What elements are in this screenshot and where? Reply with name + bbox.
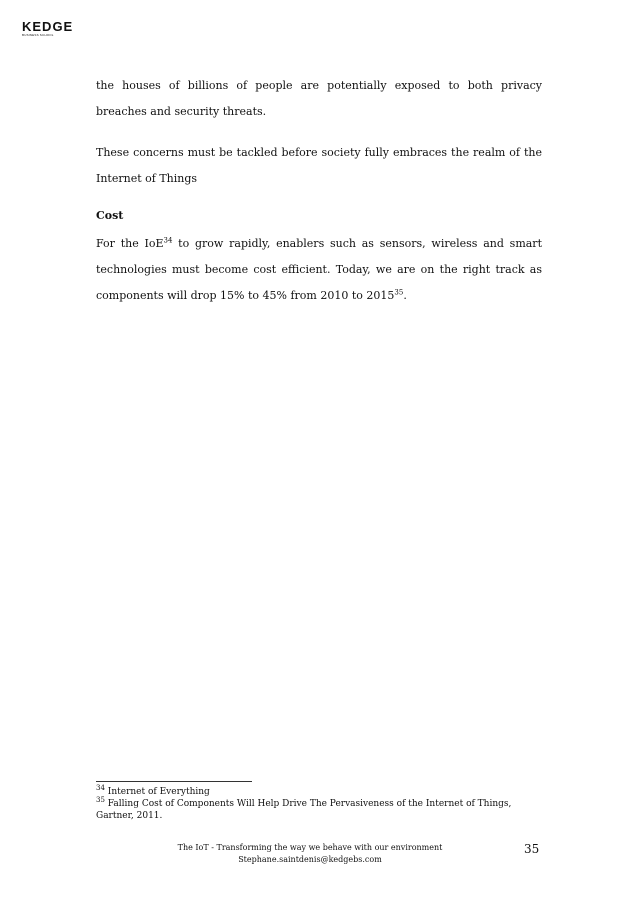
footnotes [96, 786, 546, 822]
footnote-number: 35 [96, 796, 105, 804]
footnote-divider [96, 781, 252, 782]
paragraph-concerns: These concerns must be tackled before society fully embraces the realm of the Internet of Things [96, 146, 542, 185]
footnote-text: Internet of Everything [104, 787, 210, 797]
footnote-text: Falling Cost of Components Will Help Drive The Pervasiveness of the Internet of Things, Gartner, 2011. [96, 799, 512, 821]
cost-text-c: . [403, 289, 407, 302]
page-footer [160, 842, 460, 866]
section-heading-cost: Cost [96, 209, 124, 222]
footnote-ref-35: 35 [394, 288, 404, 297]
logo-tagline: BUSINESS SCHOOL [22, 33, 54, 37]
footnote-ref-34: 34 [163, 236, 173, 245]
footer-title: The IoT - Transforming the way we behave with our environment [177, 843, 443, 852]
kedge-logo [22, 20, 76, 38]
paragraph-privacy: the houses of billions of people are potentially exposed to both privacy breaches and security threats. [96, 79, 542, 118]
footnote-number: 34 [96, 784, 105, 792]
footer-email: Stephane.saintdenis@kedgebs.com [238, 855, 382, 864]
logo-wordmark: KEDGE [22, 19, 74, 34]
cost-text-b: to grow rapidly, enablers such as sensors, wireless and smart technologies must become cost efficient. Today, we are on the right track as components will drop 15% to 45% from 2010 to 2015 [96, 237, 542, 302]
footnote-35 [96, 798, 546, 822]
footnote-34 [96, 786, 546, 798]
paragraph-cost [96, 231, 542, 309]
page-number: 35 [524, 842, 540, 856]
cost-text-a: For the IoE [96, 237, 164, 250]
